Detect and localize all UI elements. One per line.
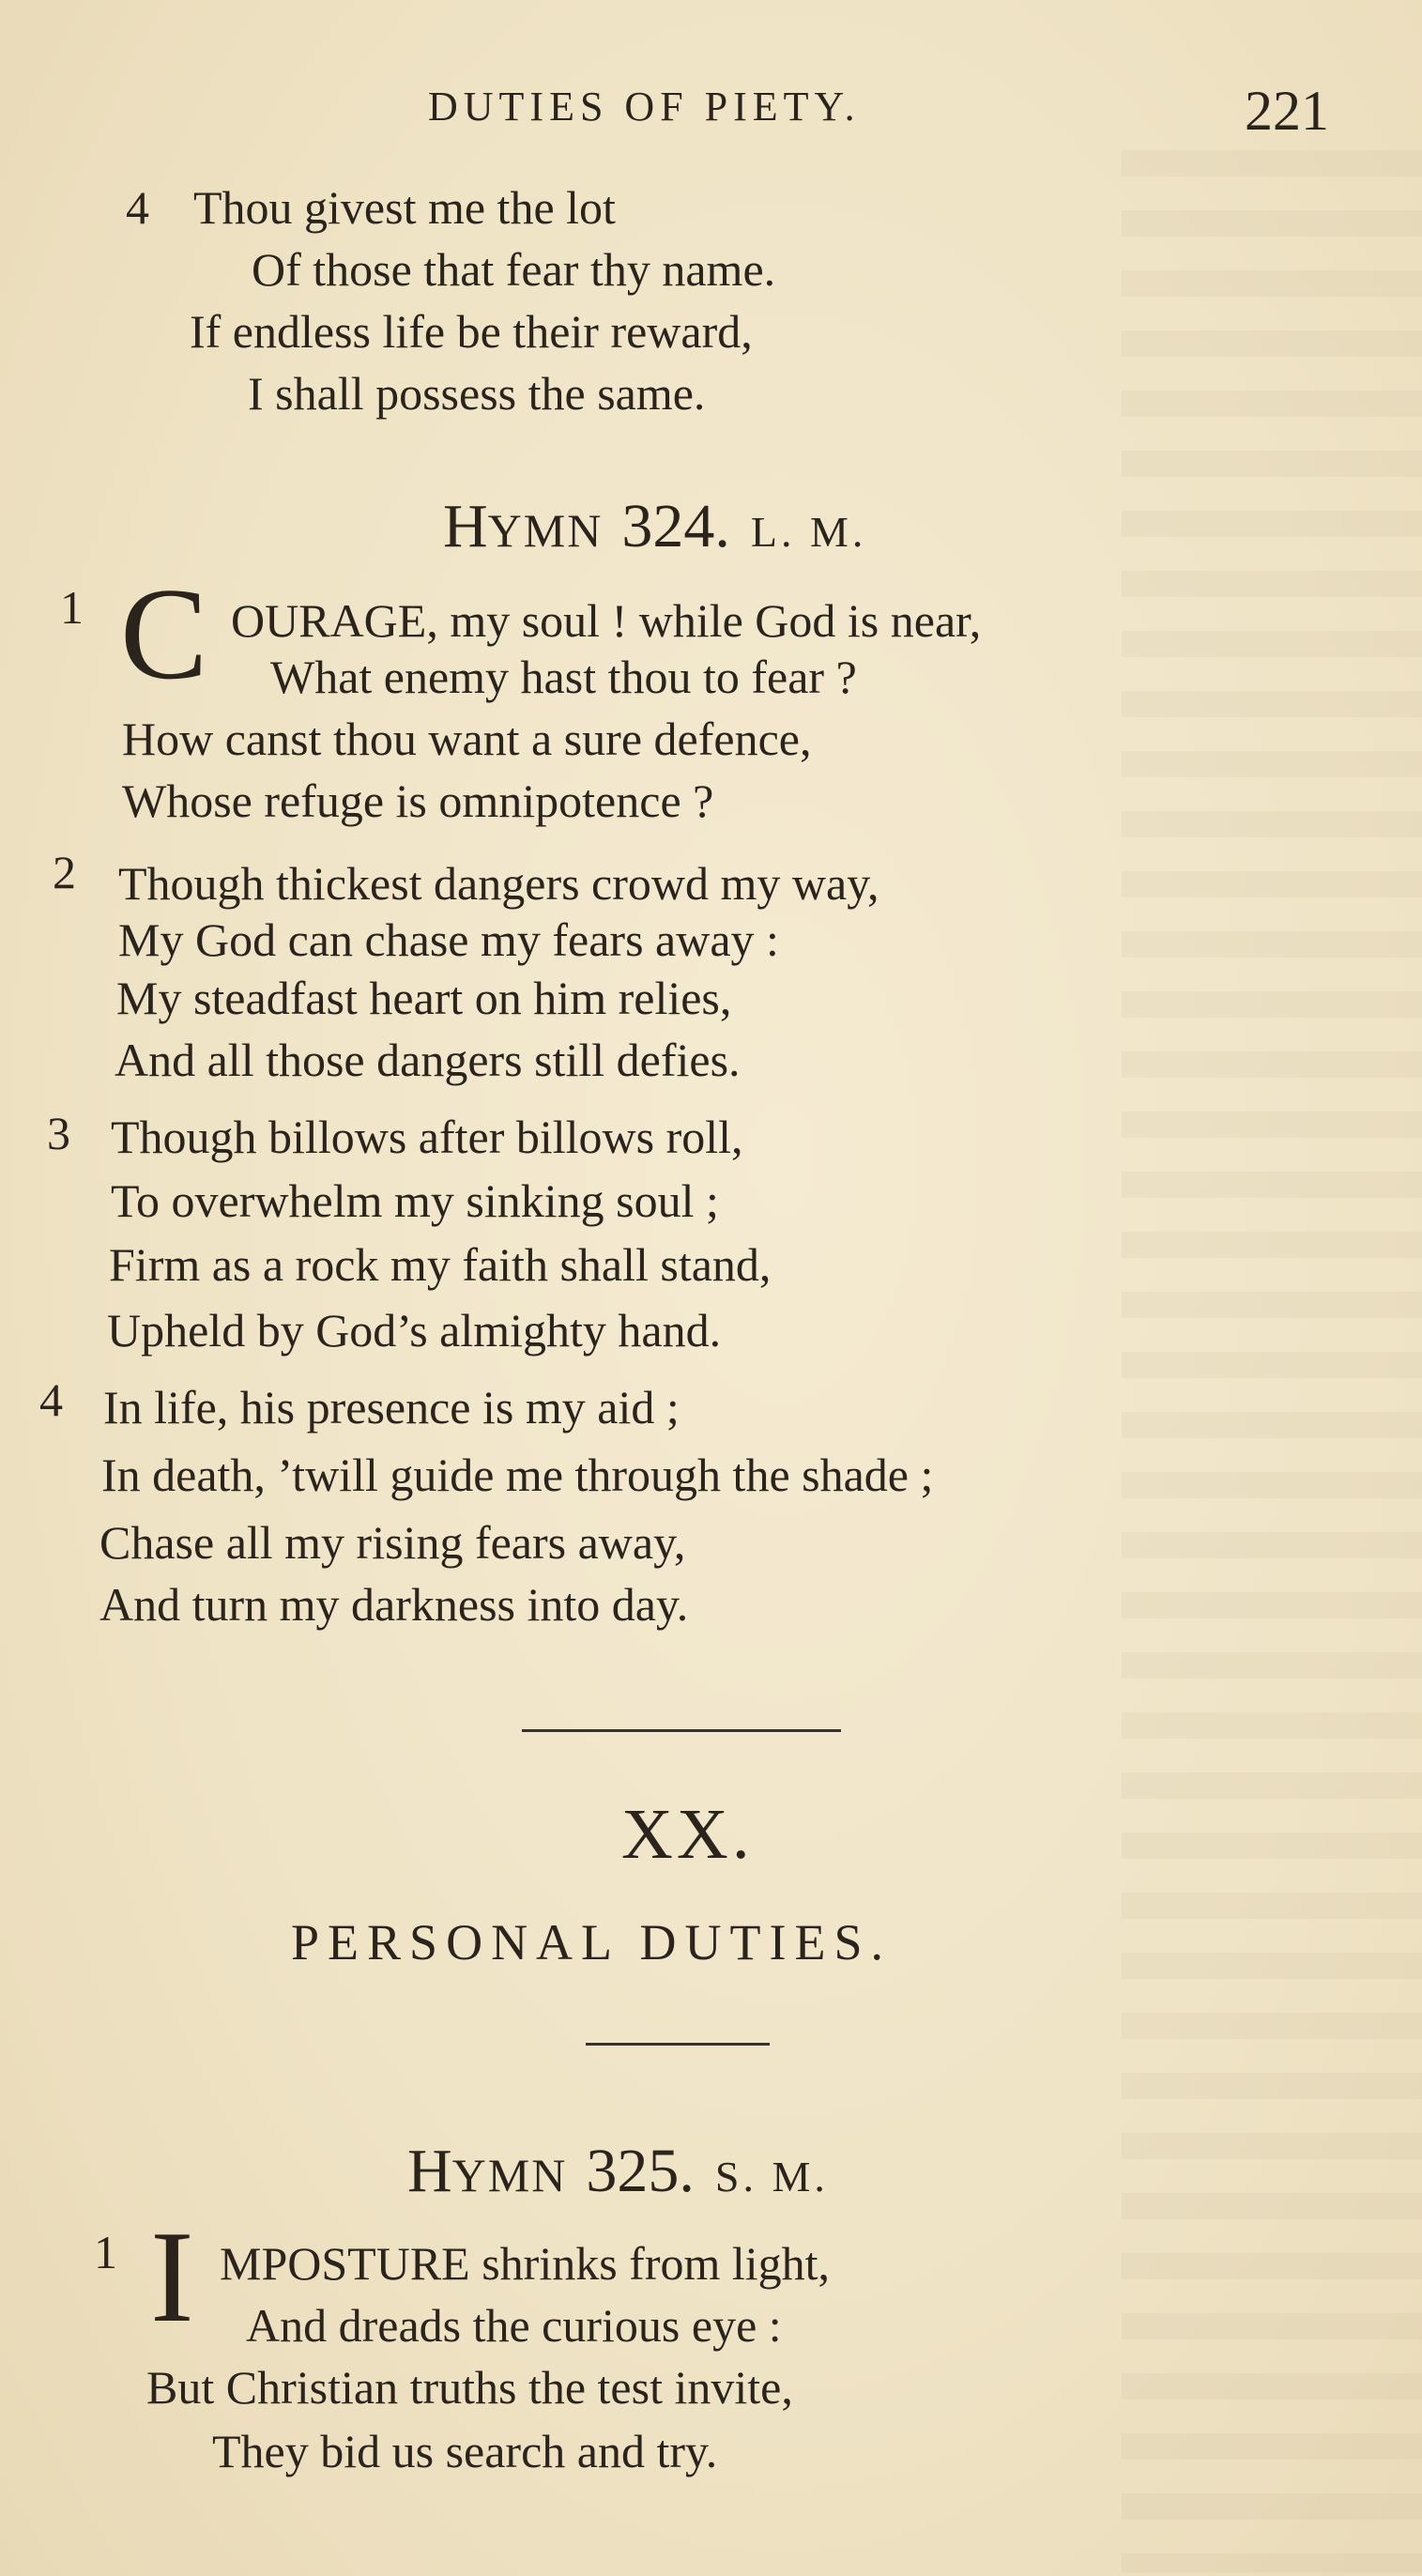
hymn-title-word: YMN bbox=[487, 504, 604, 557]
stanza-line: But Christian truths the test invite, bbox=[146, 2361, 793, 2414]
hymn-number: 325. bbox=[586, 2137, 695, 2205]
running-header: DUTIES OF PIETY. bbox=[428, 84, 861, 130]
section-divider bbox=[522, 1729, 841, 1732]
stanza-line: In death, ’twill guide me through the shade ; bbox=[101, 1449, 934, 1501]
stanza-line: MPOSTURE shrinks from light, bbox=[220, 2237, 831, 2290]
hymn-title-initial: H bbox=[443, 492, 488, 560]
hymn-meter: L. M. bbox=[750, 508, 867, 556]
stanza-line: My steadfast heart on him relies, bbox=[116, 972, 732, 1024]
section-divider bbox=[586, 2043, 770, 2046]
stanza-number: 3 bbox=[47, 1107, 70, 1159]
stanza-line: And dreads the curious eye : bbox=[246, 2299, 782, 2352]
stanza-line: In life, his presence is my aid ; bbox=[103, 1381, 680, 1434]
hymn-number: 324. bbox=[621, 492, 730, 560]
section-title: PERSONAL DUTIES. bbox=[291, 1914, 893, 1970]
stanza-line: They bid us search and try. bbox=[212, 2425, 718, 2477]
prev-stanza-line: Thou givest me the lot bbox=[193, 181, 616, 234]
stanza-number: 1 bbox=[60, 581, 84, 634]
stanza-line: What enemy hast thou to fear ? bbox=[270, 651, 857, 703]
stanza-line: And turn my darkness into day. bbox=[99, 1578, 689, 1631]
stanza-line: Chase all my rising fears away, bbox=[99, 1516, 686, 1569]
stanza-line: Though thickest dangers crowd my way, bbox=[118, 857, 879, 910]
hymn-324-title bbox=[443, 492, 867, 560]
stanza-line: Though billows after billows roll, bbox=[111, 1111, 743, 1163]
drop-cap: C bbox=[120, 561, 208, 707]
show-through-texture bbox=[1122, 150, 1422, 2572]
hymn-meter: S. M. bbox=[714, 2153, 829, 2200]
stanza-line: OURAGE, my soul ! while God is near, bbox=[231, 594, 982, 647]
stanza-line: And all those dangers still defies. bbox=[115, 1034, 741, 1086]
hymn-title-word: YMN bbox=[451, 2149, 568, 2201]
prev-stanza-line: If endless life be their reward, bbox=[190, 305, 753, 358]
prev-stanza-line: Of those that fear thy name. bbox=[252, 243, 776, 296]
drop-cap: I bbox=[150, 2204, 194, 2350]
stanza-number: 1 bbox=[94, 2226, 117, 2278]
stanza-line: My God can chase my fears away : bbox=[118, 913, 779, 966]
section-numeral: XX. bbox=[621, 1795, 754, 1874]
hymn-325-title bbox=[407, 2137, 829, 2205]
stanza-line: Whose refuge is omnipotence ? bbox=[122, 774, 714, 827]
stanza-number: 4 bbox=[39, 1373, 63, 1426]
page-number: 221 bbox=[1245, 80, 1329, 142]
stanza-line: To overwhelm my sinking soul ; bbox=[111, 1174, 719, 1227]
prev-stanza-number: 4 bbox=[126, 181, 149, 234]
prev-stanza-line: I shall possess the same. bbox=[248, 367, 706, 420]
stanza-line: Firm as a rock my faith shall stand, bbox=[109, 1238, 772, 1291]
stanza-number: 2 bbox=[53, 846, 76, 898]
hymn-title-initial: H bbox=[407, 2137, 452, 2205]
stanza-line: How canst thou want a sure defence, bbox=[122, 713, 812, 765]
stanza-line: Upheld by God’s almighty hand. bbox=[107, 1304, 722, 1357]
